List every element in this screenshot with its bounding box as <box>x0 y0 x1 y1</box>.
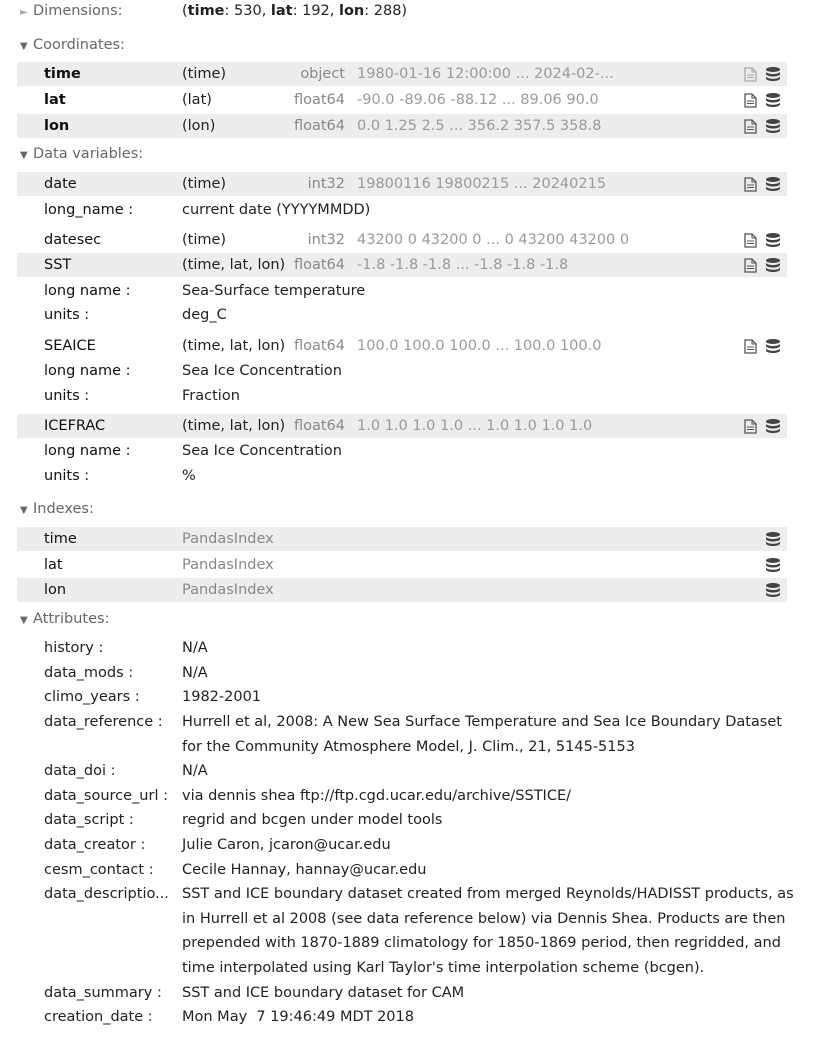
var-dtype: float64 <box>293 338 345 354</box>
database-icon[interactable] <box>765 582 781 598</box>
var-dtype: int32 <box>307 232 345 248</box>
attr-key: data_descriptio... <box>44 886 169 902</box>
attr-key: creation_date : <box>44 1009 153 1025</box>
data-var-row-sst[interactable] <box>17 253 787 277</box>
var-dims: (lon) <box>182 118 216 134</box>
var-preview: 43200 0 43200 0 ... 0 43200 43200 0 <box>357 232 630 248</box>
var-preview: 1980-01-16 12:00:00 ... 2024-02-... <box>357 66 614 82</box>
attr-key: cesm_contact : <box>44 862 154 878</box>
section-data-variables-toggle[interactable] <box>20 146 143 162</box>
var-name: ICEFRAC <box>44 418 106 434</box>
attr-key: data_reference : <box>44 714 163 730</box>
index-name: lat <box>44 557 63 573</box>
attr-value: Fraction <box>182 388 240 404</box>
attr-row <box>17 279 787 303</box>
var-name: lat <box>44 92 66 108</box>
var-name: SEAICE <box>44 338 96 354</box>
attr-key: data_script : <box>44 812 134 828</box>
attr-value: N/A <box>182 763 208 779</box>
attr-key: long name : <box>44 283 131 299</box>
attr-row <box>17 439 787 463</box>
attr-value: N/A <box>182 665 208 681</box>
attr-value: SST and ICE boundary dataset for CAM <box>182 985 465 1001</box>
database-icon[interactable] <box>765 531 781 547</box>
index-type: PandasIndex <box>182 582 274 598</box>
coordinate-row-time[interactable] <box>17 62 787 86</box>
database-icon[interactable] <box>765 232 781 248</box>
attr-key: climo_years : <box>44 689 140 705</box>
var-preview: -1.8 -1.8 -1.8 ... -1.8 -1.8 -1.8 <box>357 257 569 273</box>
var-dtype: float64 <box>293 118 345 134</box>
attr-key: data_doi : <box>44 763 116 779</box>
var-dtype: float64 <box>293 92 345 108</box>
var-preview: 0.0 1.25 2.5 ... 356.2 357.5 358.8 <box>357 118 602 134</box>
var-dtype: float64 <box>293 257 345 273</box>
index-name: time <box>44 531 77 547</box>
index-name: lon <box>44 582 67 598</box>
var-preview: -90.0 -89.06 -88.12 ... 89.06 90.0 <box>357 92 599 108</box>
attr-key: units : <box>44 307 90 323</box>
attr-row <box>17 359 787 383</box>
document-icon[interactable] <box>744 258 757 273</box>
expanded-triangle-icon: ▼ <box>20 505 28 516</box>
document-icon[interactable] <box>744 233 757 248</box>
section-label: Coordinates: <box>33 37 125 53</box>
document-icon[interactable] <box>744 339 757 354</box>
coordinate-row-lon[interactable] <box>17 114 787 138</box>
coordinate-row-lat[interactable] <box>17 88 787 112</box>
database-icon[interactable] <box>765 176 781 192</box>
index-type: PandasIndex <box>182 557 274 573</box>
database-icon[interactable] <box>765 118 781 134</box>
section-label: Attributes: <box>33 611 110 627</box>
section-label: Indexes: <box>33 501 94 517</box>
attr-key: long name : <box>44 443 131 459</box>
section-coordinates-toggle[interactable] <box>20 37 125 53</box>
var-dims: (lat) <box>182 92 212 108</box>
attr-value: Julie Caron, jcaron@ucar.edu <box>182 837 391 853</box>
var-name: lon <box>44 118 70 134</box>
var-name: datesec <box>44 232 102 248</box>
attr-value: Hurrell et al, 2008: A New Sea Surface Temperature and Sea Ice Boundary Dataset for the Community Atmosphere Model, J. Clim., 21, 5145-5153 <box>182 714 782 755</box>
attr-row <box>17 464 787 488</box>
var-dims: (time) <box>182 232 227 248</box>
attr-value: Sea-Surface temperature <box>182 283 366 299</box>
attr-value: current date (YYYYMMDD) <box>182 202 371 218</box>
database-icon[interactable] <box>765 92 781 108</box>
collapsed-triangle-icon: ► <box>20 7 28 18</box>
index-row-time[interactable] <box>17 527 787 551</box>
attr-value: Sea Ice Concentration <box>182 363 342 379</box>
document-icon[interactable] <box>744 93 757 108</box>
attr-value: N/A <box>182 640 208 656</box>
section-attributes-toggle[interactable] <box>20 611 109 627</box>
section-dimensions-toggle[interactable] <box>20 3 123 19</box>
var-dtype: int32 <box>307 176 345 192</box>
var-dtype: float64 <box>293 418 345 434</box>
attr-key: data_mods : <box>44 665 134 681</box>
attr-key: long_name : <box>44 202 134 218</box>
index-row-lat[interactable] <box>17 553 787 577</box>
database-icon[interactable] <box>765 66 781 82</box>
data-var-row-date[interactable] <box>17 172 787 196</box>
document-icon[interactable] <box>744 67 757 82</box>
attr-key: data_source_url : <box>44 788 168 804</box>
attr-value: % <box>182 468 196 484</box>
document-icon[interactable] <box>744 177 757 192</box>
attr-row <box>17 384 787 408</box>
database-icon[interactable] <box>765 557 781 573</box>
var-dims: (time) <box>182 66 227 82</box>
expanded-triangle-icon: ▼ <box>20 150 28 161</box>
var-name: date <box>44 176 77 192</box>
data-var-row-icefrac[interactable] <box>17 414 787 438</box>
var-dims: (time, lat, lon) <box>182 338 286 354</box>
document-icon[interactable] <box>744 419 757 434</box>
data-var-row-seaice[interactable] <box>17 334 787 358</box>
attr-key: data_creator : <box>44 837 146 853</box>
section-label: Dimensions: <box>33 3 123 19</box>
attr-key: units : <box>44 388 90 404</box>
database-icon[interactable] <box>765 338 781 354</box>
attr-row <box>17 303 787 327</box>
var-dims: (time, lat, lon) <box>182 257 286 273</box>
document-icon[interactable] <box>744 119 757 134</box>
var-preview: 1.0 1.0 1.0 1.0 ... 1.0 1.0 1.0 1.0 <box>357 418 593 434</box>
attr-key: long name : <box>44 363 131 379</box>
var-name: time <box>44 66 81 82</box>
expanded-triangle-icon: ▼ <box>20 41 28 52</box>
attr-value: Mon May 7 19:46:49 MDT 2018 <box>182 1009 414 1025</box>
attr-value: Sea Ice Concentration <box>182 443 342 459</box>
var-name: SST <box>44 257 72 273</box>
var-dims: (time, lat, lon) <box>182 418 286 434</box>
section-indexes-toggle[interactable] <box>20 501 94 517</box>
attr-value: via dennis shea ftp://ftp.cgd.ucar.edu/archive/SSTICE/ <box>182 788 572 804</box>
attr-value: Cecile Hannay, hannay@ucar.edu <box>182 862 427 878</box>
attr-row <box>17 198 787 222</box>
attr-value: SST and ICE boundary dataset created from merged Reynolds/HADISST products, as in Hurrell et al 2008 (see data reference below) via Dennis Shea. Products are then prepended with 1870-1889 climatology for 1850-1869 period, then regridded, and time interpolated using Karl Taylor's time interpolation scheme (bcgen). <box>182 886 794 976</box>
expanded-triangle-icon: ▼ <box>20 615 28 626</box>
index-row-lon[interactable] <box>17 578 787 602</box>
attr-value: regrid and bcgen under model tools <box>182 812 443 828</box>
var-preview: 100.0 100.0 100.0 ... 100.0 100.0 <box>357 338 602 354</box>
var-preview: 19800116 19800215 ... 20240215 <box>357 176 607 192</box>
section-label: Data variables: <box>33 146 144 162</box>
database-icon[interactable] <box>765 257 781 273</box>
data-var-row-datesec[interactable] <box>17 228 787 252</box>
var-dims: (time) <box>182 176 227 192</box>
database-icon[interactable] <box>765 418 781 434</box>
attr-key: history : <box>44 640 104 656</box>
attr-value: deg_C <box>182 307 227 323</box>
dimensions-summary: (time: 530, lat: 192, lon: 288) <box>182 3 408 19</box>
index-type: PandasIndex <box>182 531 274 547</box>
var-dtype: object <box>300 66 345 82</box>
attr-key: data_summary : <box>44 985 162 1001</box>
attr-key: units : <box>44 468 90 484</box>
attr-value: 1982-2001 <box>182 689 262 705</box>
